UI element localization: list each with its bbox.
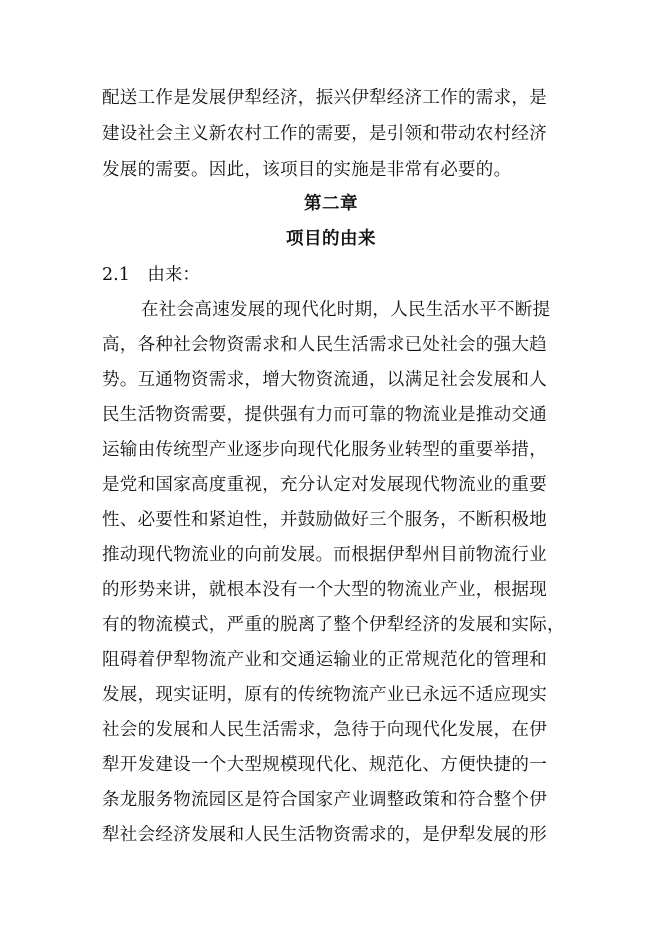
text-line: 社会的发展和人民生活需求，急待于向现代化发展，在伊 xyxy=(102,720,547,740)
text-line: 建设社会主义新农村工作的需要，是引领和带动农村经济 xyxy=(102,124,547,144)
chapter-number: 第二章 xyxy=(304,194,358,214)
paragraph-first-line: 在社会高速发展的现代化时期，人民生活水平不断提 xyxy=(141,300,551,320)
text-line: 的形势来讲，就根本没有一个大型的物流业产业，根据现 xyxy=(102,580,547,600)
text-line: 高，各种社会物资需求和人民生活需求已处社会的强大趋 xyxy=(102,335,547,355)
text-line: 犁社会经济发展和人民生活物资需求的，是伊犁发展的形 xyxy=(102,825,547,845)
text-line: 发展的需要。因此，该项目的实施是非常有必要的。 xyxy=(102,160,512,180)
text-line: 发展，现实证明，原有的传统物流产业已永远不适应现实 xyxy=(102,685,547,705)
text-line: 有的物流模式，严重的脱离了整个伊犁经济的发展和实际， xyxy=(102,615,565,635)
text-line: 民生活物资需要，提供强有力而可靠的物流业是推动交通 xyxy=(102,405,547,425)
text-line: 推动现代物流业的向前发展。而根据伊犁州目前物流行业 xyxy=(102,545,547,565)
text-line: 阻碍着伊犁物流产业和交通运输业的正常规范化的管理和 xyxy=(102,650,547,670)
text-line: 性、必要性和紧迫性，并鼓励做好三个服务，不断积极地 xyxy=(102,510,547,530)
text-line: 配送工作是发展伊犁经济，振兴伊犁经济工作的需求，是 xyxy=(102,88,547,108)
text-line: 犁开发建设一个大型规模现代化、规范化、方便快捷的一 xyxy=(102,755,547,775)
chapter-title: 项目的由来 xyxy=(286,229,376,249)
section-heading: 2.1 由来： xyxy=(102,265,200,285)
text-line: 条龙服务物流园区是符合国家产业调整政策和符合整个伊 xyxy=(102,790,547,810)
text-line: 是党和国家高度重视，充分认定对发展现代物流业的重要 xyxy=(102,475,547,495)
text-line: 势。互通物资需求，增大物资流通，以满足社会发展和人 xyxy=(102,370,547,390)
text-line: 运输由传统型产业逐步向现代化服务业转型的重要举措， xyxy=(102,440,547,460)
